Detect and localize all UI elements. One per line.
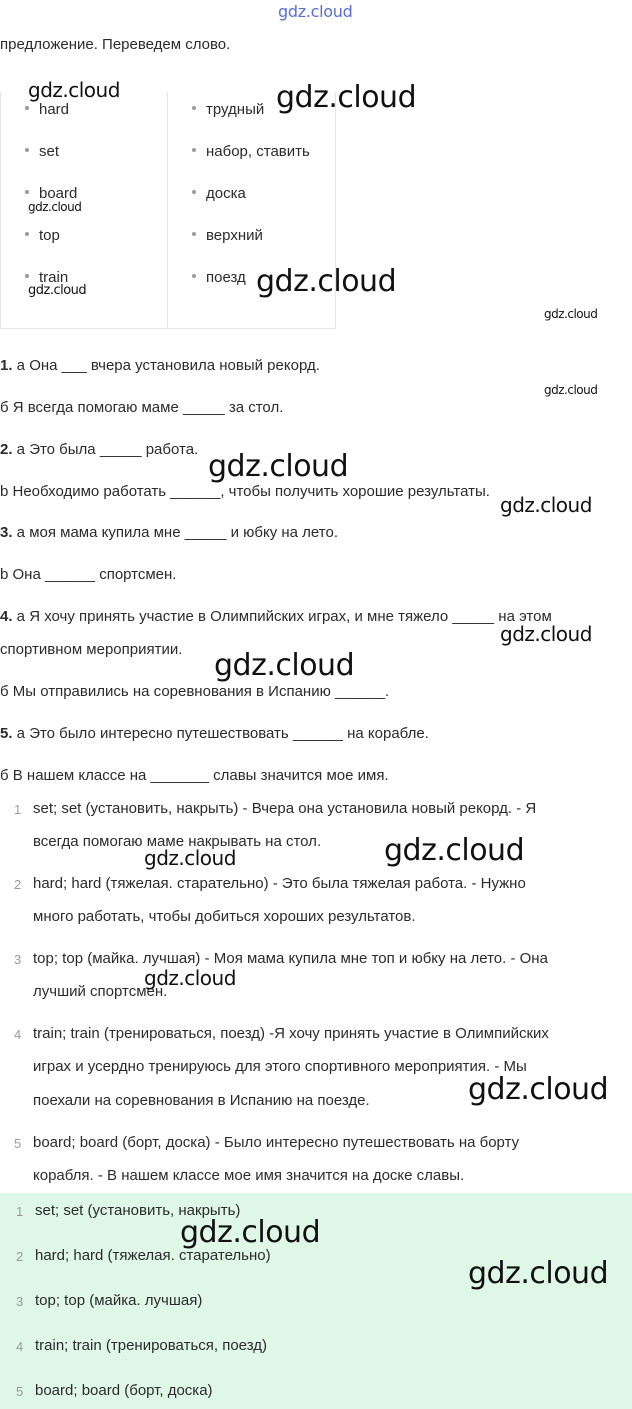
vocab-ru-item: доска xyxy=(192,185,246,202)
answer-line: set; set (установить, накрыть) - Вчера она установила новый рекорд. - Я xyxy=(33,800,537,817)
question-line: b Необходимо работать ______, чтобы получить хорошие результаты. xyxy=(0,483,490,500)
bullet-icon xyxy=(192,232,196,236)
summary-number: 1 xyxy=(16,1204,24,1219)
answer-line: много работать, чтобы добиться хороших результатов. xyxy=(33,908,416,925)
summary-number: 4 xyxy=(16,1339,24,1354)
summary-number: 5 xyxy=(16,1384,24,1399)
bullet-icon xyxy=(192,106,196,110)
answer-number: 5 xyxy=(14,1136,22,1151)
question-line: 4. а Я хочу принять участие в Олимпийских играх, и мне тяжело _____ на этом xyxy=(0,608,552,625)
bullet-icon xyxy=(25,148,29,152)
answer-number: 3 xyxy=(14,952,22,967)
answer-number: 1 xyxy=(14,802,22,817)
bullet-icon xyxy=(25,274,29,278)
summary-text: hard; hard (тяжелая. старательно) xyxy=(35,1247,271,1264)
answer-line: поехали на соревнования в Испанию на поезде. xyxy=(33,1092,370,1109)
question-line: спортивном мероприятии. xyxy=(0,641,183,658)
vocab-ru-item: набор, ставить xyxy=(192,143,310,160)
vocab-ru-item: верхний xyxy=(192,227,263,244)
watermark: gdz.cloud xyxy=(276,80,417,115)
watermark: gdz.cloud xyxy=(468,1256,609,1291)
bullet-icon xyxy=(192,190,196,194)
answer-line: лучший спортсмен. xyxy=(33,983,168,1000)
answer-line: корабля. - В нашем классе мое имя значится на доске славы. xyxy=(33,1167,465,1184)
answer-number: 4 xyxy=(14,1027,22,1042)
answer-line: train; train (тренироваться, поезд) -Я хочу принять участие в Олимпийских xyxy=(33,1025,549,1042)
watermark: gdz.cloud xyxy=(28,200,82,214)
watermark: gdz.cloud xyxy=(144,966,236,990)
watermark-top: gdz.cloud xyxy=(278,2,353,21)
bullet-icon xyxy=(25,106,29,110)
vocab-en-item: train xyxy=(25,269,68,286)
question-line: б Я всегда помогаю маме _____ за стол. xyxy=(0,399,284,416)
vocab-en-item: hard xyxy=(25,101,69,118)
answer-line: top; top (майка. лучшая) - Моя мама купила мне топ и юбку на лето. - Она xyxy=(33,950,548,967)
watermark: gdz.cloud xyxy=(214,648,355,683)
question-line: б Мы отправились на соревнования в Испанию ______. xyxy=(0,683,390,700)
watermark: gdz.cloud xyxy=(144,846,236,870)
summary-number: 3 xyxy=(16,1294,24,1309)
answer-line: всегда помогаю маме накрывать на стол. xyxy=(33,833,322,850)
watermark: gdz.cloud xyxy=(500,493,592,517)
vocab-en-item: board xyxy=(25,185,77,202)
watermark: gdz.cloud xyxy=(500,622,592,646)
watermark: gdz.cloud xyxy=(28,283,87,298)
bullet-icon xyxy=(192,148,196,152)
watermark: gdz.cloud xyxy=(28,78,120,102)
bullet-icon xyxy=(25,232,29,236)
question-line: 3. а моя мама купила мне _____ и юбку на лето. xyxy=(0,524,338,541)
vocab-en-item: top xyxy=(25,227,60,244)
intro-text: предложение. Переведем слово. xyxy=(0,36,231,53)
watermark: gdz.cloud xyxy=(544,383,598,397)
question-line: б В нашем классе на _______ славы значится мое имя. xyxy=(0,767,389,784)
question-line: b Она ______ спортсмен. xyxy=(0,566,177,583)
watermark: gdz.cloud xyxy=(180,1215,321,1250)
vocab-ru-item: поезд xyxy=(192,269,246,286)
watermark: gdz.cloud xyxy=(256,264,397,299)
summary-text: train; train (тренироваться, поезд) xyxy=(35,1337,267,1354)
question-line: 5. а Это было интересно путешествовать ______ на корабле. xyxy=(0,725,429,742)
summary-number: 2 xyxy=(16,1249,24,1264)
bullet-icon xyxy=(192,274,196,278)
watermark: gdz.cloud xyxy=(384,833,525,868)
watermark: gdz.cloud xyxy=(208,449,349,484)
bullet-icon xyxy=(25,190,29,194)
answer-line: hard; hard (тяжелая. старательно) - Это была тяжелая работа. - Нужно xyxy=(33,875,526,892)
question-line: 2. а Это была _____ работа. xyxy=(0,441,199,458)
vocab-divider xyxy=(167,92,168,328)
vocab-ru-item: трудный xyxy=(192,101,264,118)
answer-line: board; board (борт, доска) - Было интересно путешествовать на борту xyxy=(33,1134,520,1151)
watermark: gdz.cloud xyxy=(544,307,598,321)
vocab-en-item: set xyxy=(25,143,59,160)
answer-line: играх и усердно тренируюсь для этого спортивного мероприятия. - Мы xyxy=(33,1058,527,1075)
summary-text: set; set (установить, накрыть) xyxy=(35,1202,241,1219)
question-line: 1. а Она ___ вчера установила новый рекорд. xyxy=(0,357,320,374)
answer-number: 2 xyxy=(14,877,22,892)
summary-text: board; board (борт, доска) xyxy=(35,1382,213,1399)
summary-text: top; top (майка. лучшая) xyxy=(35,1292,203,1309)
watermark: gdz.cloud xyxy=(468,1072,609,1107)
